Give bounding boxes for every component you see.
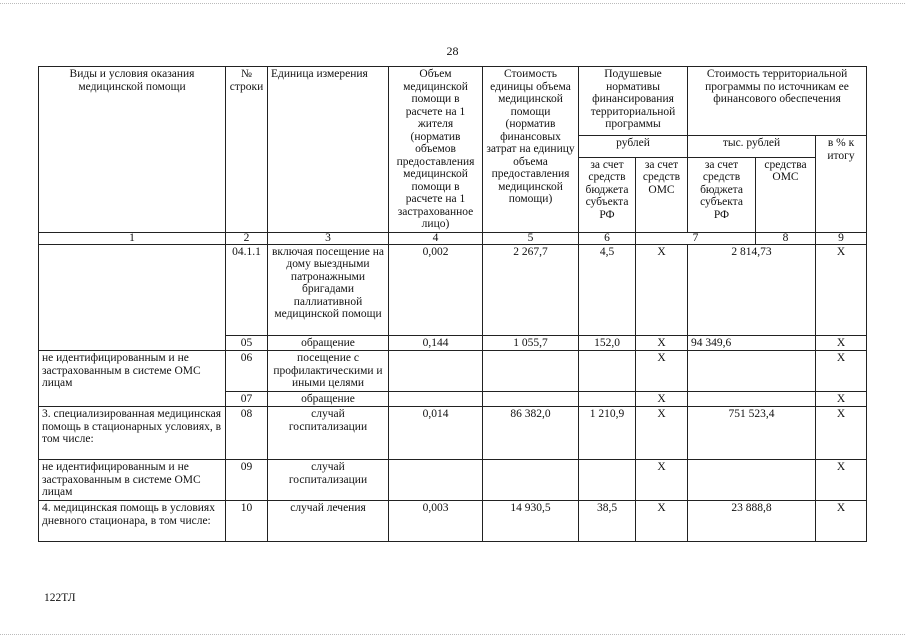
row-line: 08	[226, 407, 268, 460]
row-oms: Х	[636, 407, 688, 460]
header-program-cost: Стоимость территориальной программы по источникам ее финансового обеспечения	[688, 67, 867, 136]
row-line: 06	[226, 351, 268, 392]
row-cost: 86 382,0	[483, 407, 579, 460]
row-unit: случай госпитализации	[268, 460, 389, 501]
row-kind: не идентифицированным и не застрахованным в системе ОМС лицам	[39, 460, 226, 501]
row-line: 05	[226, 335, 268, 351]
row-cost: 2 267,7	[483, 244, 579, 335]
row-total-budget: 2 814,73	[688, 244, 816, 335]
footer-document-code: 122ТЛ	[44, 592, 76, 604]
row-volume	[389, 391, 483, 407]
row-unit: случай лечения	[268, 501, 389, 542]
row-oms: Х	[636, 335, 688, 351]
table-row	[39, 351, 867, 392]
header-unit: Единица измерения	[268, 67, 389, 233]
header-row-1	[39, 67, 867, 136]
row-cost: 1 055,7	[483, 335, 579, 351]
header-unit-cost: Стоимость единицы объема медицинской помощи (норматив финансовых затрат на единицу объема предоставления медицинской помощи)	[483, 67, 579, 233]
column-numbers-row	[39, 232, 867, 244]
row-line: 09	[226, 460, 268, 501]
row-total-budget: 751 523,4	[688, 407, 816, 460]
row-unit: случай госпитализации	[268, 407, 389, 460]
header-per-capita: Подушевые нормативы финансирования территориальной программы	[579, 67, 688, 136]
row-total-budget	[688, 351, 816, 392]
colnum-cell: 1	[39, 232, 226, 244]
row-line: 10	[226, 501, 268, 542]
row-oms: Х	[636, 351, 688, 392]
row-kind: 3. специализированная медицинская помощь в стационарных условиях, в том числе:	[39, 407, 226, 460]
row-volume: 0,144	[389, 335, 483, 351]
row-budget	[579, 351, 636, 392]
row-budget	[579, 460, 636, 501]
row-budget: 4,5	[579, 244, 636, 335]
header-oms: за счет средств ОМС	[636, 157, 688, 232]
colnum-cell: 4	[389, 232, 483, 244]
colnum-cell: 6	[579, 232, 636, 244]
scan-artifact-top	[0, 3, 905, 4]
row-oms: Х	[636, 244, 688, 335]
row-volume: 0,003	[389, 501, 483, 542]
header-percent: в % к итогу	[816, 136, 867, 233]
row-total-budget	[688, 391, 816, 407]
header-rubles: рублей	[579, 136, 688, 158]
row-total-budget: 94 349,6	[688, 335, 816, 351]
header-budget-rf: за счет средств бюджета субъекта РФ	[579, 157, 636, 232]
row-cost	[483, 391, 579, 407]
header-kind: Виды и условия оказания медицинской помощи	[39, 67, 226, 233]
row-volume: 0,002	[389, 244, 483, 335]
row-total-oms: Х	[816, 335, 867, 351]
header-oms-funds: средства ОМС	[756, 157, 816, 232]
row-cost	[483, 460, 579, 501]
row-total-oms: Х	[816, 501, 867, 542]
row-total-oms: Х	[816, 460, 867, 501]
table-row	[39, 407, 867, 460]
row-unit: включая посещение на дому выездными патронажными бригадами паллиативной медицинской помощи	[268, 244, 389, 335]
row-total-oms: Х	[816, 351, 867, 392]
row-line: 04.1.1	[226, 244, 268, 335]
row-budget: 38,5	[579, 501, 636, 542]
row-oms: Х	[636, 460, 688, 501]
row-kind: не идентифицированным и не застрахованным в системе ОМС лицам	[39, 351, 226, 407]
row-total-oms: Х	[816, 391, 867, 407]
header-budget-rf-2: за счет средств бюджета субъекта РФ	[688, 157, 756, 232]
row-budget	[579, 391, 636, 407]
row-oms: Х	[636, 501, 688, 542]
row-budget: 1 210,9	[579, 407, 636, 460]
row-total-budget	[688, 460, 816, 501]
header-line-number: № строки	[226, 67, 268, 233]
colnum-cell: 2	[226, 232, 268, 244]
row-oms: Х	[636, 391, 688, 407]
colnum-cell: 7	[636, 232, 756, 244]
table-row	[39, 501, 867, 542]
row-volume	[389, 460, 483, 501]
colnum-cell: 5	[483, 232, 579, 244]
colnum-cell: 8	[756, 232, 816, 244]
table-row	[39, 244, 867, 335]
colnum-cell: 3	[268, 232, 389, 244]
row-cost: 14 930,5	[483, 501, 579, 542]
row-volume	[389, 351, 483, 392]
row-kind: 4. медицинская помощь в условиях дневного стационара, в том числе:	[39, 501, 226, 542]
row-cost	[483, 351, 579, 392]
scan-artifact-bottom	[0, 634, 905, 635]
row-line: 07	[226, 391, 268, 407]
table-row	[39, 460, 867, 501]
financing-table	[38, 66, 867, 542]
row-kind	[39, 244, 226, 351]
page-number: 28	[446, 44, 459, 58]
colnum-cell: 9	[816, 232, 867, 244]
header-volume: Объем медицинской помощи в расчете на 1 жителя (норматив объемов предоставления медицинской помощи в расчете на 1 застрахованное лицо)	[389, 67, 483, 233]
row-unit: обращение	[268, 335, 389, 351]
row-total-oms: Х	[816, 407, 867, 460]
header-thousand-rubles: тыс. рублей	[688, 136, 816, 158]
row-budget: 152,0	[579, 335, 636, 351]
row-unit: посещение с профилактическими и иными целями	[268, 351, 389, 392]
row-volume: 0,014	[389, 407, 483, 460]
row-total-budget: 23 888,8	[688, 501, 816, 542]
row-total-oms: Х	[816, 244, 867, 335]
row-unit: обращение	[268, 391, 389, 407]
